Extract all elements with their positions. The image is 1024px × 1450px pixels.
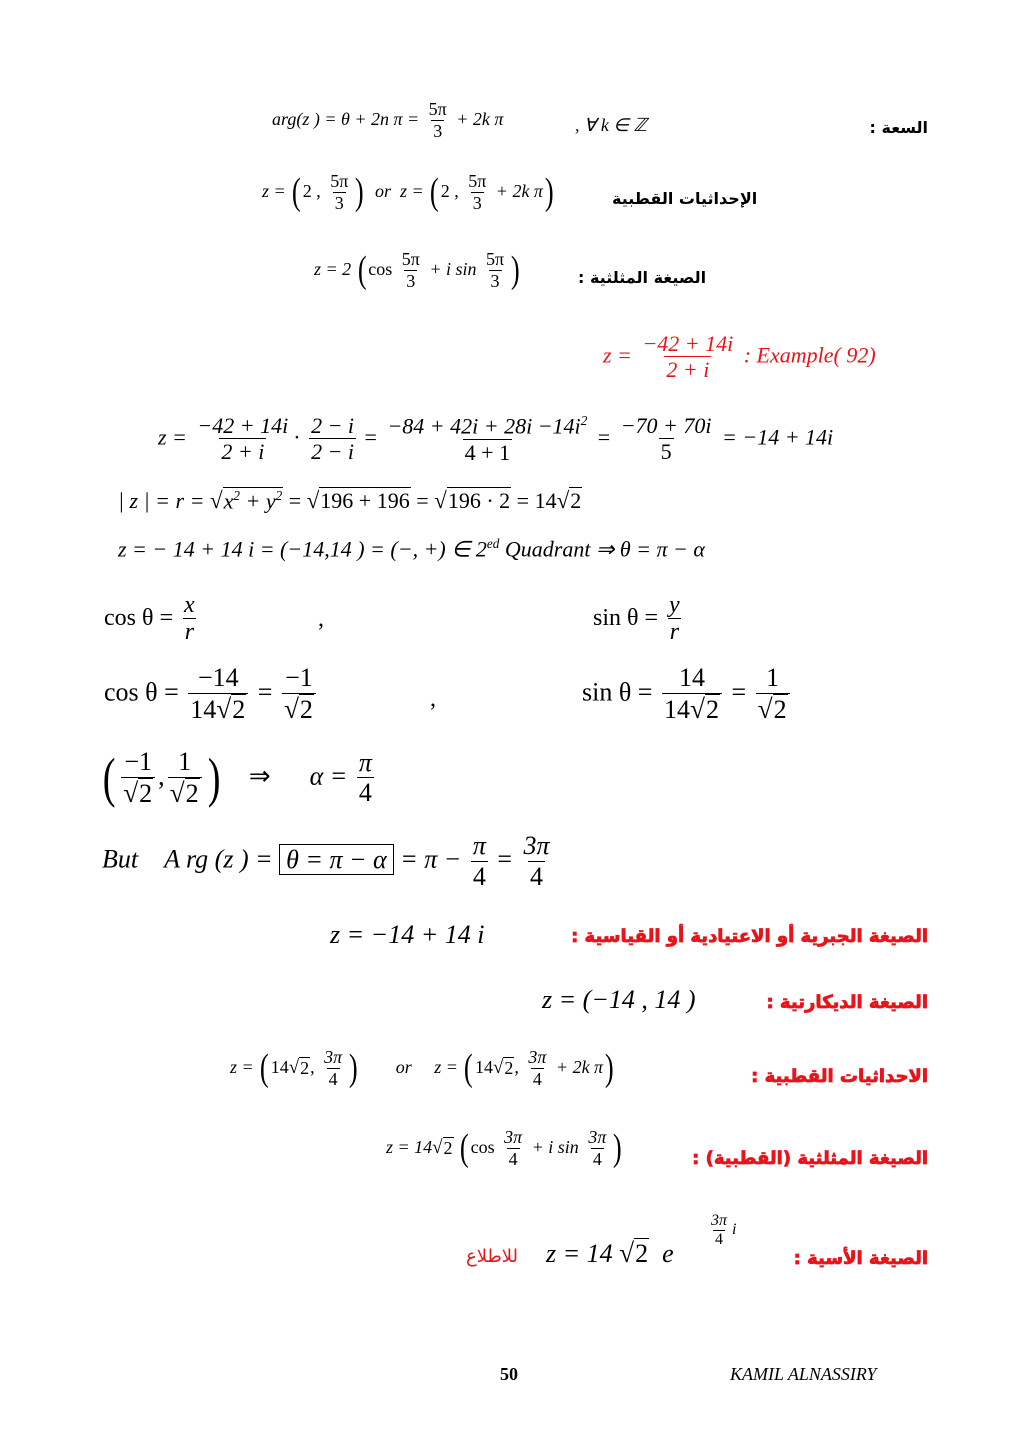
alpha-determination: ( −1 √ 2 , 1 √ 2 ) ⇒ α = $\frac{\pi}{4}$: [102, 747, 372, 809]
exponential-form-label: الصيغة الأسية :: [793, 1248, 928, 1269]
example-92: z = $\frac{-42 + 14i}{2 + i}$ : Example( 92): [603, 331, 876, 383]
modulus-calculation: | z | = r = √ $x^2 + y^2$ = √ 196 + 196 = √ 196 · 2 = 14 √ 2: [118, 487, 582, 514]
arg-condition: , ∀ k ∈ ℤ: [575, 115, 647, 135]
argument-label: السعة :: [869, 118, 928, 137]
algebraic-form-expr: z = −14 + 14 i: [330, 920, 485, 949]
cos-theta-value: cos θ = −14 14 √ 2 = −1 √ 2: [104, 664, 319, 725]
page-number: 50: [500, 1364, 518, 1384]
author-name: KAMIL ALNASSIRY: [730, 1364, 877, 1384]
arg-equation: arg(z ) = θ + 2n π = $\frac{5\pi}{3}$ + 2k π: [272, 99, 504, 141]
exponential-form-expr: z = 14 √ 2 e: [546, 1238, 674, 1268]
polar-coords-5pi3: z = ( 2 , $\frac{5\pi}{3}$ ) or z = ( 2 , $\frac{5\pi}{3}$ + 2k π): [262, 170, 554, 213]
sin-theta-value: sin θ = 14 14 √ 2 = 1 √ 2: [582, 664, 793, 725]
quadrant-line: z = − 14 + 14 i = (−14,14 ) = (−, +) ∈ $2^{ed}$ Quadrant ⇒ θ = π − α: [118, 536, 705, 562]
trig-form-3pi4: z = 14 √ 2 ( cos $\frac{3\pi}{4}$ + i sin $\frac{3\pi}{4}$ ): [386, 1126, 623, 1169]
trig-form-5pi3: z = 2 ( cos $\frac{5\pi}{3}$ + i sin $\frac{5\pi}{3}$ ): [314, 248, 520, 291]
polar-coordinates-label-red: الاحداثيات القطبية :: [751, 1066, 928, 1087]
arg-principal: But A rg (z ) = θ = π − α = π − $\frac{\pi}{4}$ = $\frac{3\pi}{4}$: [102, 831, 550, 891]
trig-form-label-red: الصيغة المثلثية (القطبية) :: [692, 1148, 928, 1169]
polar-coordinates-label: الإحداثيات القطبية: [612, 189, 758, 208]
polar-coords-3pi4: z = ( 14 √ 2 , $\frac{3\pi}{4}$ ) or z = ( 14 √ 2 , $\frac{3\pi}{4}$ + 2k π): [230, 1046, 614, 1089]
comma-separator-2: ,: [430, 686, 436, 712]
boxed-relation: θ = π − α: [279, 844, 394, 875]
for-information-note: للاطلاع: [466, 1246, 519, 1267]
cartesian-form-expr: z = (−14 , 14 ): [542, 985, 696, 1014]
algebraic-form-label: الصيغة الجبرية أو الاعتيادية أو القياسية :: [571, 926, 928, 947]
sin-theta-definition: sin θ = $\frac{y}{r}$: [593, 592, 680, 646]
comma-separator: ,: [318, 606, 324, 632]
division-calculation: z = $\frac{-42 + 14i}{2 + i}$ · $\frac{2 - i}{2 - i}$ = $\frac{-84 + 42i + 28i -14i^2}{4 + 1}$ = $\frac{-70 + 70i}{5}$ = −14 + 14i: [158, 413, 834, 465]
cos-theta-definition: cos θ = $\frac{x}{r}$: [104, 592, 195, 646]
cartesian-form-label: الصيغة الديكارتية :: [766, 992, 928, 1013]
trig-form-label: الصيغة المثلثية :: [578, 268, 707, 287]
exponent: $\frac{3\pi}{4}$ i: [711, 1212, 737, 1248]
